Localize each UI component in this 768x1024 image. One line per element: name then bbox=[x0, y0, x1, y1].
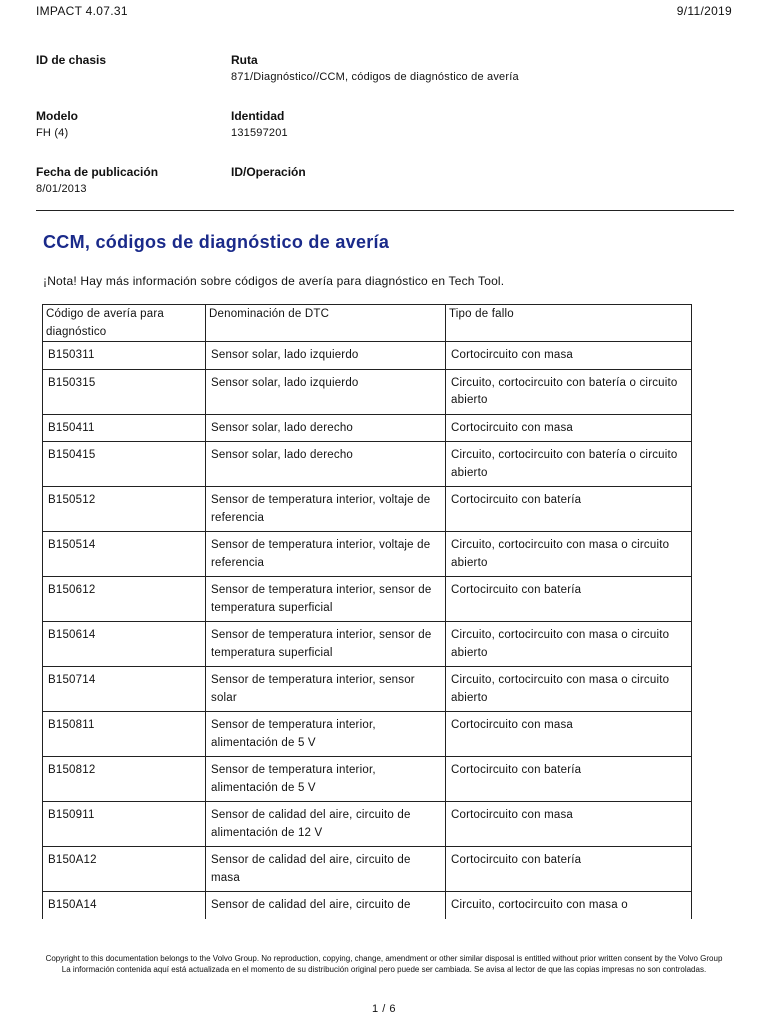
app-version: IMPACT 4.07.31 bbox=[36, 4, 128, 18]
dtc-name-cell: Sensor de temperatura interior, sensor solar bbox=[206, 667, 446, 712]
dtc-code-cell: B150A14 bbox=[43, 892, 206, 919]
fault-type-cell: Circuito, cortocircuito con batería o circuito abierto bbox=[446, 369, 692, 414]
document-metadata bbox=[36, 52, 736, 220]
publication-date-label: Fecha de publicación bbox=[36, 165, 159, 179]
fault-type-cell: Circuito, cortocircuito con batería o circuito abierto bbox=[446, 442, 692, 487]
operation-id-field bbox=[231, 164, 306, 181]
dtc-code-cell: B150514 bbox=[43, 532, 206, 577]
column-header-code: Código de avería para diagnóstico bbox=[43, 305, 206, 342]
identity-label: Identidad bbox=[231, 109, 285, 123]
fault-type-cell: Cortocircuito con batería bbox=[446, 847, 692, 892]
page-footer bbox=[30, 954, 738, 975]
dtc-code-cell: B150415 bbox=[43, 442, 206, 487]
dtc-code-cell: B150811 bbox=[43, 712, 206, 757]
dtc-name-cell: Sensor de temperatura interior, sensor de temperatura superficial bbox=[206, 577, 446, 622]
publication-date-field bbox=[36, 164, 158, 197]
header-divider bbox=[36, 210, 734, 211]
dtc-name-cell: Sensor solar, lado izquierdo bbox=[206, 342, 446, 370]
fault-type-cell: Cortocircuito con batería bbox=[446, 487, 692, 532]
disclaimer-notice: La información contenida aquí está actualizada en el momento de su distribución original pero puede ser cambiada. Se avisa al lector de que las copias impresas no son controladas. bbox=[61, 964, 707, 974]
dtc-code-cell: B150911 bbox=[43, 802, 206, 847]
route-label: Ruta bbox=[231, 53, 258, 67]
table-row bbox=[43, 369, 692, 414]
dtc-code-cell: B150315 bbox=[43, 369, 206, 414]
model-label: Modelo bbox=[36, 109, 78, 123]
dtc-name-cell: Sensor de calidad del aire, circuito de bbox=[206, 892, 446, 919]
fault-type-cell: Cortocircuito con masa bbox=[446, 712, 692, 757]
dtc-code-cell: B150411 bbox=[43, 414, 206, 442]
fault-type-cell: Cortocircuito con batería bbox=[446, 757, 692, 802]
dtc-name-cell: Sensor de temperatura interior, sensor de temperatura superficial bbox=[206, 622, 446, 667]
table-header-row bbox=[43, 305, 692, 342]
table-row bbox=[43, 414, 692, 442]
note-text: ¡Nota! Hay más información sobre códigos de avería para diagnóstico en Tech Tool. bbox=[43, 274, 505, 288]
table-row bbox=[43, 667, 692, 712]
dtc-name-cell: Sensor de temperatura interior, voltaje de referencia bbox=[206, 487, 446, 532]
fault-type-cell: Circuito, cortocircuito con masa o circuito abierto bbox=[446, 622, 692, 667]
table-row bbox=[43, 342, 692, 370]
table-row bbox=[43, 802, 692, 847]
dtc-code-cell: B150612 bbox=[43, 577, 206, 622]
column-header-dtc-name: Denominación de DTC bbox=[206, 305, 446, 342]
table-row bbox=[43, 712, 692, 757]
dtc-name-cell: Sensor de temperatura interior, alimentación de 5 V bbox=[206, 712, 446, 757]
dtc-name-cell: Sensor solar, lado izquierdo bbox=[206, 369, 446, 414]
metadata-row bbox=[36, 52, 736, 108]
table-row bbox=[43, 622, 692, 667]
dtc-table bbox=[42, 304, 692, 919]
route-value: 871/Diagnóstico//CCM, códigos de diagnóstico de avería bbox=[231, 71, 519, 83]
dtc-code-cell: B150A12 bbox=[43, 847, 206, 892]
dtc-name-cell: Sensor de temperatura interior, alimentación de 5 V bbox=[206, 757, 446, 802]
model-field bbox=[36, 108, 78, 141]
copyright-notice: Copyright to this documentation belongs to the Volvo Group. No reproduction, copying, change, amendment or other similar disposal is entitled without prior written consent by the Volvo Group bbox=[45, 954, 723, 963]
operation-id-label: ID/Operación bbox=[231, 165, 306, 179]
table-row bbox=[43, 757, 692, 802]
fault-type-cell: Cortocircuito con masa bbox=[446, 342, 692, 370]
table-row bbox=[43, 847, 692, 892]
fault-type-cell: Circuito, cortocircuito con masa o circuito abierto bbox=[446, 667, 692, 712]
chassis-id-field bbox=[36, 52, 106, 69]
dtc-code-cell: B150512 bbox=[43, 487, 206, 532]
dtc-code-cell: B150812 bbox=[43, 757, 206, 802]
dtc-name-cell: Sensor de calidad del aire, circuito de masa bbox=[206, 847, 446, 892]
dtc-name-cell: Sensor de temperatura interior, voltaje de referencia bbox=[206, 532, 446, 577]
chassis-id-label: ID de chasis bbox=[36, 53, 107, 67]
metadata-row bbox=[36, 108, 736, 164]
dtc-code-cell: B150311 bbox=[43, 342, 206, 370]
fault-type-cell: Circuito, cortocircuito con masa o circuito abierto bbox=[446, 532, 692, 577]
print-date: 9/11/2019 bbox=[676, 4, 732, 18]
fault-type-cell: Circuito, cortocircuito con masa o bbox=[446, 892, 692, 919]
page-header bbox=[0, 0, 768, 24]
identity-value: 131597201 bbox=[231, 127, 288, 139]
table-row bbox=[43, 892, 692, 919]
table-row bbox=[43, 532, 692, 577]
dtc-name-cell: Sensor solar, lado derecho bbox=[206, 414, 446, 442]
table-row bbox=[43, 577, 692, 622]
dtc-name-cell: Sensor solar, lado derecho bbox=[206, 442, 446, 487]
page-number: 1 / 6 bbox=[372, 1003, 396, 1015]
fault-type-cell: Cortocircuito con masa bbox=[446, 802, 692, 847]
dtc-code-cell: B150614 bbox=[43, 622, 206, 667]
dtc-code-cell: B150714 bbox=[43, 667, 206, 712]
table-row bbox=[43, 487, 692, 532]
table-row bbox=[43, 442, 692, 487]
identity-field bbox=[231, 108, 288, 141]
document-title: CCM, códigos de diagnóstico de avería bbox=[43, 232, 390, 252]
fault-type-cell: Cortocircuito con batería bbox=[446, 577, 692, 622]
model-value: FH (4) bbox=[36, 127, 69, 139]
column-header-fault-type: Tipo de fallo bbox=[446, 305, 692, 342]
dtc-name-cell: Sensor de calidad del aire, circuito de alimentación de 12 V bbox=[206, 802, 446, 847]
publication-date-value: 8/01/2013 bbox=[36, 183, 87, 195]
metadata-row bbox=[36, 164, 736, 220]
route-field bbox=[231, 52, 519, 85]
fault-type-cell: Cortocircuito con masa bbox=[446, 414, 692, 442]
